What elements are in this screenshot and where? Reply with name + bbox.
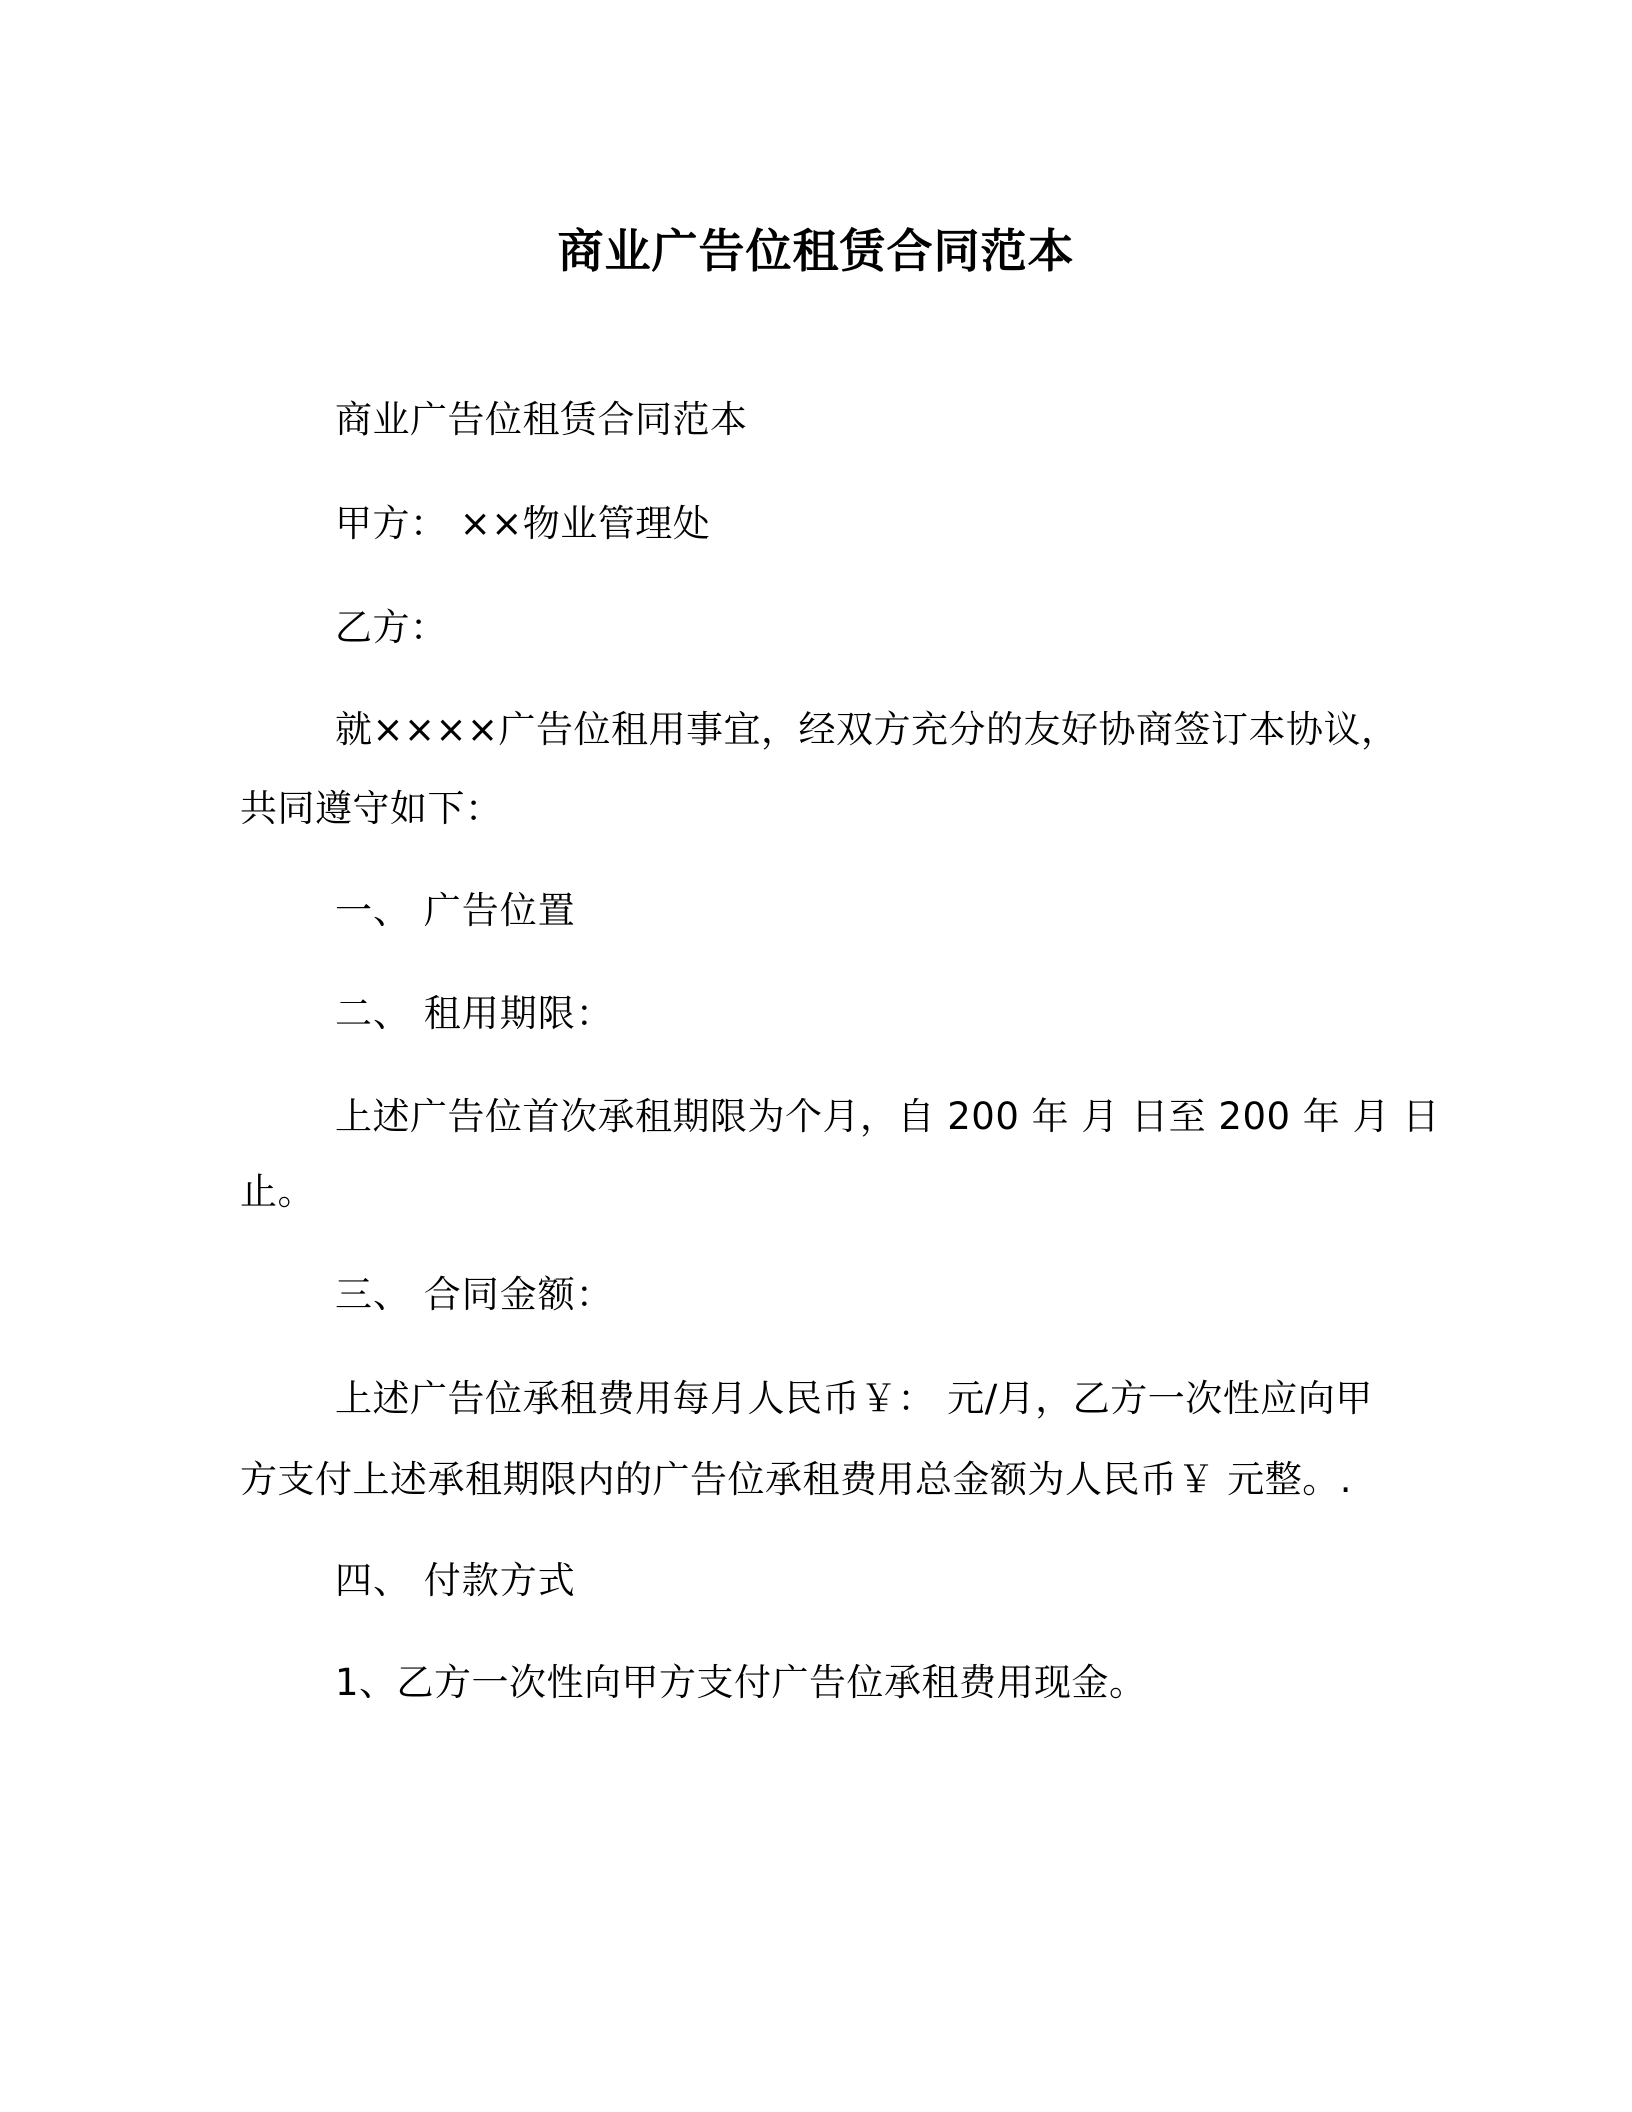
section-3-heading: 三、 合同金额：: [335, 1273, 614, 1316]
intro-paragraph-line-1: 就××××广告位租用事宜，经双方充分的友好协商签订本协议，: [335, 708, 1399, 751]
intro-paragraph-line-2: 共同遵守如下：: [240, 787, 503, 830]
section-2-heading: 二、 租用期限：: [335, 992, 614, 1035]
section-3-paragraph-line-1: 上述广告位承租费用每月人民币￥： 元/月，乙方一次性应向甲: [335, 1377, 1373, 1420]
document-title: 商业广告位租赁合同范本: [557, 224, 1075, 278]
party-b-line: 乙方：: [335, 606, 448, 649]
section-2-paragraph-line-1: 上述广告位首次承租期限为个月，自 200 年 月 日至 200 年 月 日: [335, 1095, 1440, 1138]
section-4-heading: 四、 付款方式: [335, 1559, 576, 1602]
document-subtitle: 商业广告位租赁合同范本: [335, 398, 748, 441]
party-a-line: 甲方： ××物业管理处: [335, 502, 711, 545]
section-2-paragraph-line-2: 止。: [240, 1170, 315, 1213]
section-4-item-1: 1、乙方一次性向甲方支付广告位承租费用现金。: [335, 1661, 1147, 1704]
section-3-paragraph-line-2: 方支付上述承租期限内的广告位承租费用总金额为人民币￥ 元整。.: [240, 1458, 1353, 1501]
section-1-heading: 一、 广告位置: [335, 889, 576, 932]
